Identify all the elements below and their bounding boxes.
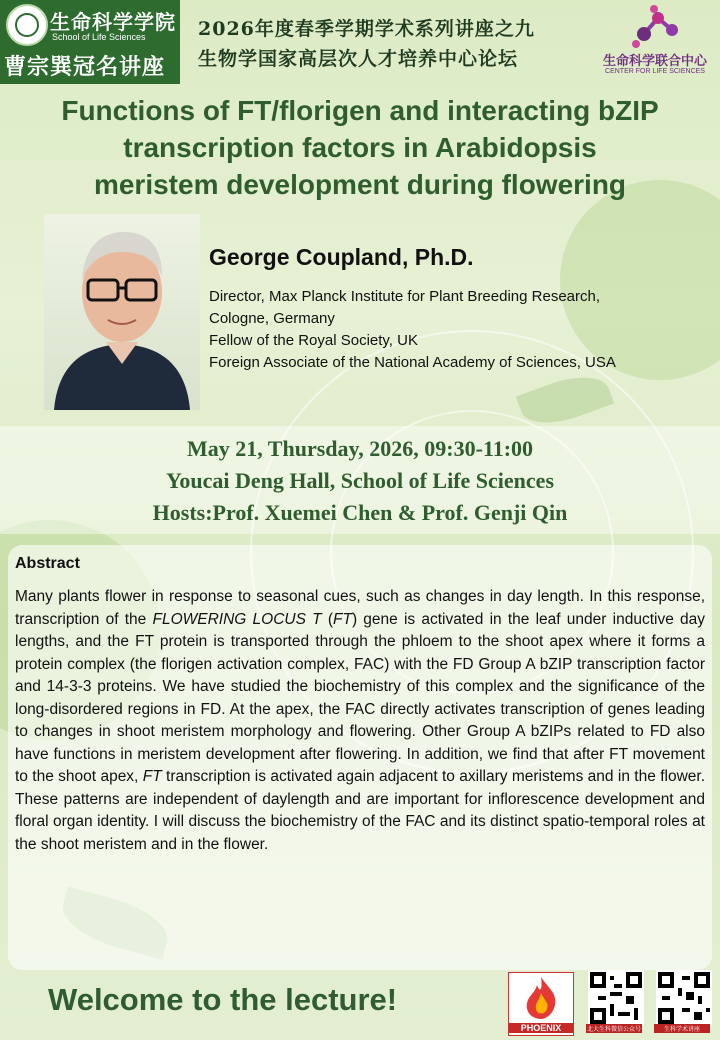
qr-code-lectures[interactable]	[656, 970, 712, 1026]
gene-name: FLOWERING LOCUS T	[152, 610, 322, 628]
event-venue: Youcai Deng Hall, School of Life Sciences	[165, 468, 555, 493]
speaker-photo	[44, 214, 200, 410]
qr-caption: 生科学术讲座	[654, 1024, 710, 1033]
cls-logo	[596, 4, 714, 84]
event-hosts: Hosts:Prof. Xuemei Chen & Prof. Genji Qin	[152, 500, 568, 525]
gene-name: FT	[333, 610, 352, 628]
title-line: Functions of FT/florigen and interacting bZIP	[61, 95, 659, 126]
lecture-title	[10, 92, 710, 203]
pku-seal-icon	[6, 4, 48, 46]
forum-title: 生物学国家高层次人才培养中心论坛	[198, 48, 519, 70]
abstract-text-part: (	[321, 610, 333, 628]
qr-caption: 北大生科微信公众号	[586, 1024, 642, 1033]
title-line: transcription factors in Arabidopsis	[123, 132, 597, 163]
welcome-message: Welcome to the lecture!	[48, 982, 398, 1017]
abstract-heading: Abstract	[15, 555, 80, 572]
phoenix-logo	[508, 972, 574, 1036]
event-datetime: May 21, Thursday, 2026, 09:30-11:00	[186, 436, 534, 461]
school-name-cn: 生命科学学院	[50, 10, 176, 34]
partner-name-cn: 生命科学联合中心	[602, 53, 707, 68]
abstract-text-part: ) gene is activated in the leaf under inductive day lengths, and the FT protein is transported through the phloem to the shoot apex where it forms a protein complex (the florigen activation complex, FAC) with the FD Group A bZIP transcription factor and 14-3-3 proteins. We have studied the biochemistry of this complex and the significance of the long-disordered regions in FD. At the apex, the FAC directly activates transcription of genes leading to changes in shoot meristem morphology and flowering. Other Group A bZIPs related to FD also have functions in meristem development after flowering. In addition, we find that after FT movement to the shoot apex,	[15, 610, 705, 785]
series-title: 2026年度春季学期学术系列讲座之九	[198, 18, 535, 40]
header	[0, 0, 720, 90]
abstract-text-part: Many plants flower in response to seasonal cues, such as changes in day length. In this response, transcription of the	[15, 588, 705, 628]
lecture-series-name: 曹宗巽冠名讲座	[4, 54, 166, 80]
speaker-affiliation: Director, Max Planck Institute for Plant Breeding Research,	[209, 288, 601, 305]
title-line: meristem development during flowering	[93, 169, 627, 200]
abstract-body	[15, 586, 705, 856]
phoenix-label: PHOENIX	[509, 1023, 573, 1033]
abstract-text-part: transcription is activated again adjacent to axillary meristems and in the flower. These patterns are independent of daylength and are important for inflorescence development and floral organ identity. I will discuss the biochemistry of the FAC and its distinct spatio-temporal roles at the shoot meristem and in the flower.	[15, 768, 705, 853]
pku-logo-block	[0, 0, 180, 84]
speaker-affiliation: Fellow of the Royal Society, UK	[209, 332, 418, 349]
flame-icon	[509, 973, 573, 1021]
speaker-affiliation: Cologne, Germany	[209, 310, 335, 327]
school-name-en: School of Life Sciences	[52, 32, 146, 42]
speaker-affiliation: Foreign Associate of the National Academy of Sciences, USA	[209, 354, 616, 371]
speaker-name: George Coupland, Ph.D.	[209, 244, 474, 270]
background-blob	[560, 180, 720, 380]
gene-name: FT	[142, 768, 162, 785]
partner-name-en: CENTER FOR LIFE SCIENCES	[605, 68, 705, 75]
qr-code-wechat[interactable]	[588, 970, 644, 1026]
molecule-icon	[596, 4, 714, 50]
